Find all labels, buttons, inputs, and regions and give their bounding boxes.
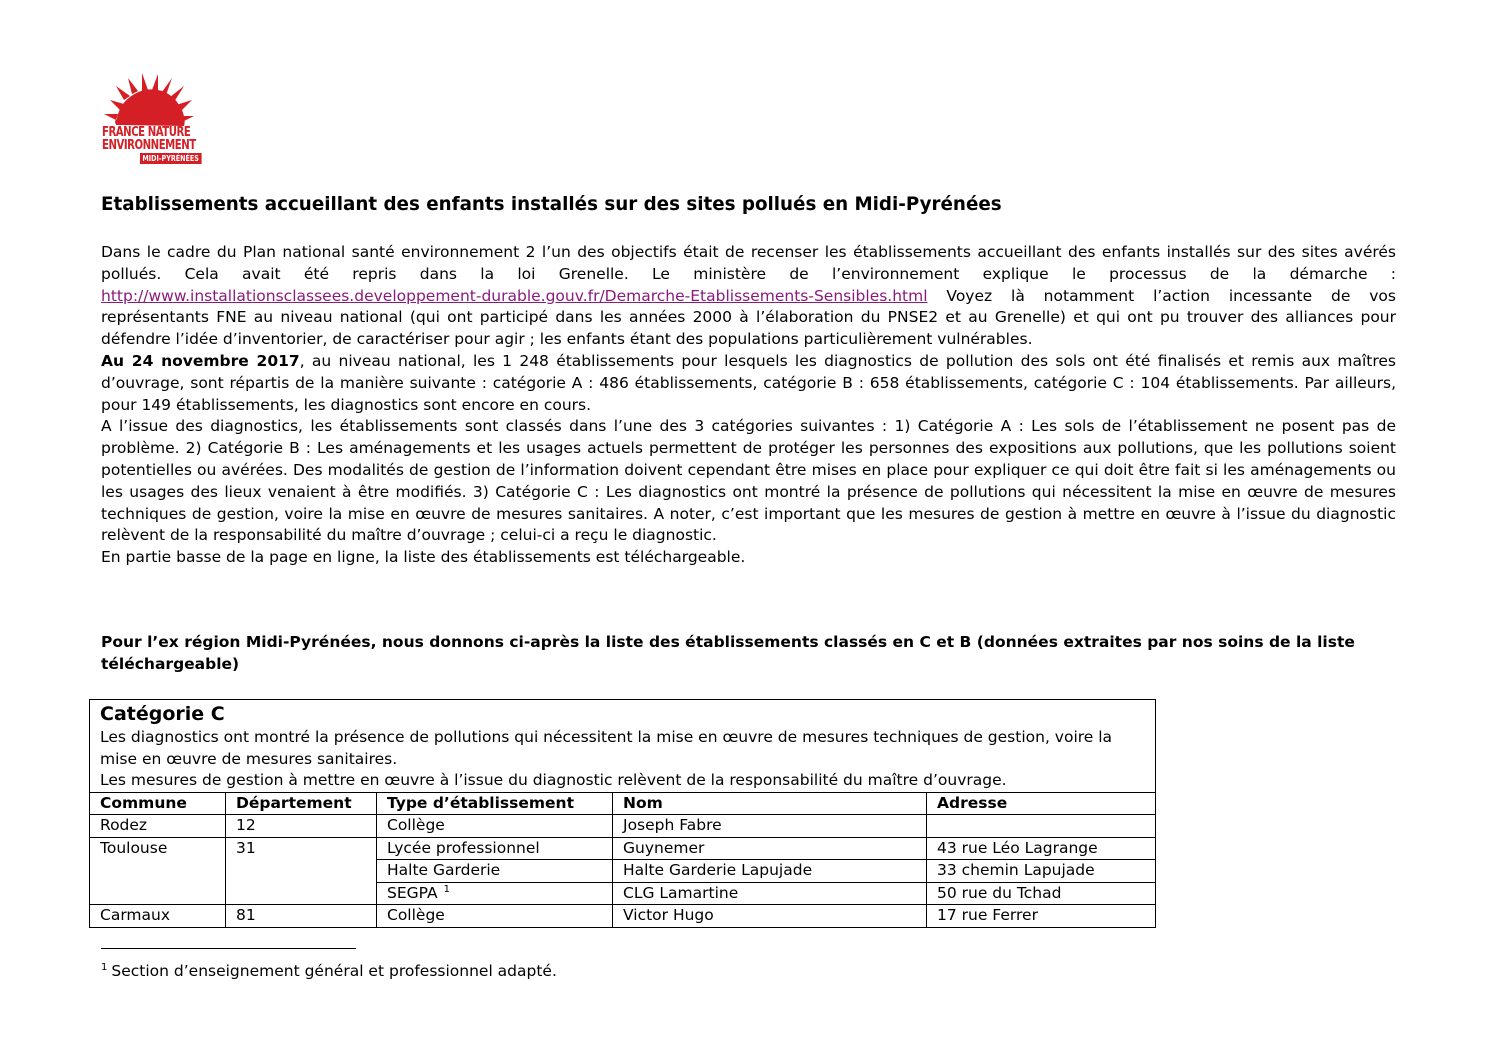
- cell-adresse: [927, 815, 1156, 838]
- demarche-link[interactable]: http://www.installationsclassees.developpement-durable.gouv.fr/Demarche-Etablissements-Sensibles.html: [101, 286, 928, 305]
- header-type: Type d’établissement: [377, 792, 613, 815]
- paragraph-1-start: Dans le cadre du Plan national santé environnement 2 l’un des objectifs était de recenser les établissements accueillant des enfants installés sur des sites avérés pollués. Cela avait été repris dans la loi Grenelle. Le ministère de l’environnement explique le processus de la démarche :: [101, 243, 1396, 283]
- cell-commune: Rodez: [90, 815, 226, 838]
- table-row: [90, 905, 1155, 927]
- paragraph-1-end: Voyez là notamment l’action incessante de vos représentants FNE au niveau national (qui ont participé dans les années 2000 à l’élaboration du PNSE2 et au Grenelle) et qui ont pu trouver des alliances pour défendre l’idée d’inventorier, de caractériser pour agir ; les enfants étant des populations particulièrement vulnérables.: [101, 286, 1396, 349]
- header-nom: Nom: [613, 792, 927, 815]
- logo-region-badge: MIDI-PYRÉNÉES: [140, 153, 201, 164]
- paragraph-1: [101, 242, 1396, 351]
- cell-type: Lycée professionnel: [377, 837, 613, 860]
- category-c-title: Catégorie C: [100, 703, 225, 725]
- cell-nom: Joseph Fabre: [613, 815, 927, 838]
- cell-commune: Toulouse: [90, 837, 226, 905]
- cell-nom: Guynemer: [613, 837, 927, 860]
- category-c-desc-1: Les diagnostics ont montré la présence de pollutions qui nécessitent la mise en œuvre de mesures techniques de gestion, voire la mise en œuvre de mesures sanitaires.: [100, 728, 1113, 768]
- cell-adresse: 17 rue Ferrer: [927, 905, 1156, 927]
- cell-type: Collège: [377, 815, 613, 838]
- hedgehog-logo-icon: [96, 70, 196, 130]
- cell-type: [377, 882, 613, 905]
- paragraph-2-rest: , au niveau national, les 1 248 établissements pour lesquels les diagnostics de pollution des sols ont été finalisés et remis aux maîtres d’ouvrage, sont répartis de la manière suivante : catégorie A : 486 établissements, catégorie B : 658 établissements, catégorie C : 104 établissements. Par ailleurs, pour 149 établissements, les diagnostics sont encore en cours.: [101, 351, 1396, 414]
- footnote: [101, 960, 557, 982]
- footnote-ref[interactable]: 1: [443, 883, 450, 895]
- cell-nom: Halte Garderie Lapujade: [613, 860, 927, 883]
- footnote-text: Section d’enseignement général et professionnel adapté.: [111, 962, 557, 980]
- cell-type-text: SEGPA: [387, 883, 438, 902]
- cell-nom: CLG Lamartine: [613, 882, 927, 905]
- table-row: [90, 815, 1155, 838]
- cell-departement: 12: [226, 815, 377, 838]
- paragraph-3: A l’issue des diagnostics, les établissements sont classés dans l’une des 3 catégories suivantes : 1) Catégorie A : Les sols de l’établissement ne posent pas de problème. 2) Catégorie B : Les aménagements et les usages actuels permettent de protéger les personnes des expositions aux pollutions, que les pollutions soient potentielles ou avérées. Des modalités de gestion de l’information doivent cependant être mises en place pour expliquer ce qui doit être fait si les aménagements ou les usages des lieux venaient à être modifiés. 3) Catégorie C : Les diagnostics ont montré la présence de pollutions qui nécessitent la mise en œuvre de mesures techniques de gestion, voire la mise en œuvre de mesures sanitaires. A noter, c’est important que les mesures de gestion à mettre en œuvre à l’issue du diagnostic relèvent de la responsabilité du maître d’ouvrage ; celui-ci a reçu le diagnostic.: [101, 417, 1396, 545]
- body-text: [101, 242, 1396, 569]
- header-departement: Département: [226, 792, 377, 815]
- logo-text-line1: FRANCE NATURE: [102, 125, 191, 140]
- category-c-desc-2: Les mesures de gestion à mettre en œuvre à l’issue du diagnostic relèvent de la responsabilité du maître d’ouvrage.: [100, 771, 1007, 790]
- date-highlight: Au 24 novembre 2017: [101, 351, 300, 370]
- header-commune: Commune: [90, 792, 226, 815]
- fne-logo: [96, 70, 201, 170]
- category-c-table: [90, 792, 1155, 927]
- cell-nom: Victor Hugo: [613, 905, 927, 927]
- cell-type: Collège: [377, 905, 613, 927]
- table-header-row: [90, 792, 1155, 815]
- cell-commune: Carmaux: [90, 905, 226, 927]
- category-c-box: [89, 699, 1156, 928]
- header-adresse: Adresse: [927, 792, 1156, 815]
- category-c-header: [90, 700, 1155, 792]
- cell-type: Halte Garderie: [377, 860, 613, 883]
- table-row: [90, 837, 1155, 860]
- cell-departement: 81: [226, 905, 377, 927]
- cell-adresse: 50 rue du Tchad: [927, 882, 1156, 905]
- document-title: Etablissements accueillant des enfants installés sur des sites pollués en Midi-Pyrénées: [101, 194, 1002, 215]
- footnote-marker: 1: [101, 961, 108, 973]
- logo-text-line2: ENVIRONNEMENT: [102, 138, 196, 153]
- list-intro: Pour l’ex région Midi-Pyrénées, nous donnons ci-après la liste des établissements classés en C et B (données extraites par nos soins de la liste téléchargeable): [101, 633, 1355, 673]
- cell-departement: 31: [226, 837, 377, 905]
- cell-adresse: 33 chemin Lapujade: [927, 860, 1156, 883]
- paragraph-2: [101, 351, 1396, 416]
- paragraph-4: En partie basse de la page en ligne, la liste des établissements est téléchargeable.: [101, 548, 746, 567]
- cell-adresse: 43 rue Léo Lagrange: [927, 837, 1156, 860]
- footnote-separator: [101, 948, 356, 949]
